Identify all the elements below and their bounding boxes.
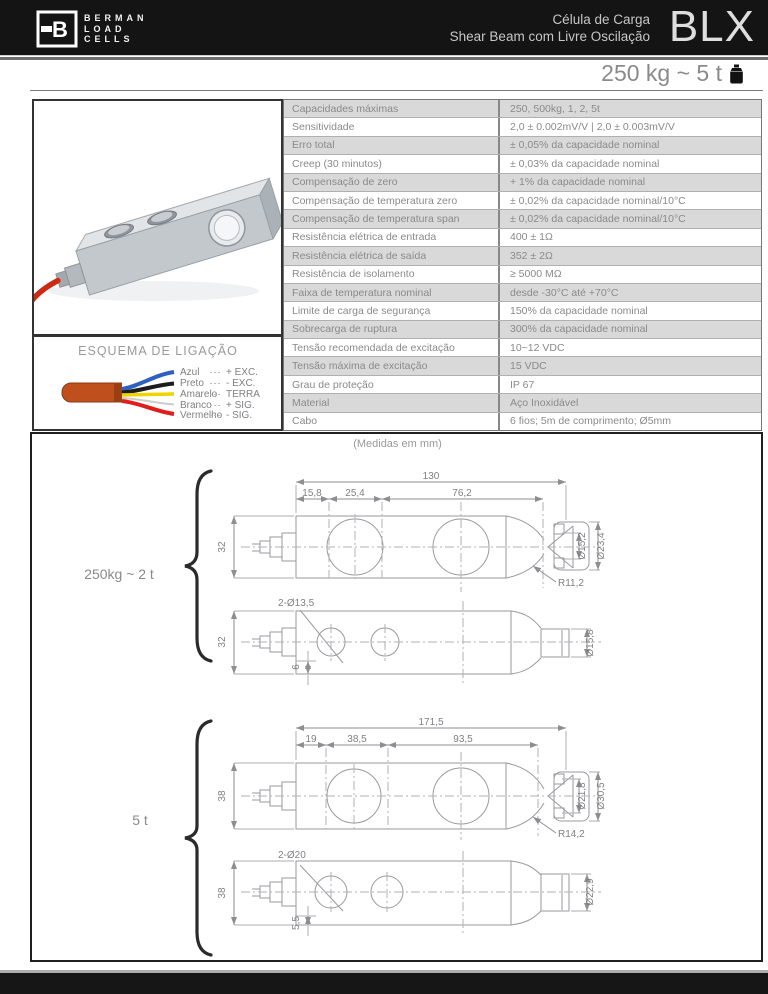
spec-value: ± 0,02% da capacidade nominal/10°C (510, 194, 686, 207)
spec-label: Compensação de temperatura zero (284, 192, 500, 209)
brand-line: BERMAN (84, 13, 148, 23)
spec-row (284, 357, 761, 375)
wiring-diagram-box (32, 335, 283, 431)
brand-name (84, 13, 148, 45)
spec-label: Resistência de isolamento (284, 266, 500, 283)
spec-row (284, 376, 761, 394)
spec-table (283, 99, 762, 431)
wire-signal: - SIG. (226, 410, 253, 421)
dim-seg3: 76,2 (452, 488, 472, 499)
spec-value: 2,0 ± 0.002mV/V | 2,0 ± 0.003mV/V (510, 121, 675, 134)
dim-dia-inner: Ø15,2 (577, 532, 588, 560)
spec-label: Resistência elétrica de saída (284, 247, 500, 264)
spec-label: Compensação de zero (284, 174, 500, 191)
spec-row (284, 394, 761, 412)
capacity-banner (601, 60, 744, 87)
spec-value: 352 ± 2Ω (510, 249, 553, 262)
dim-dia-outer: Ø30,5 (596, 782, 607, 810)
dim-seg1: 19 (305, 734, 317, 745)
spec-value: 250, 500kg, 1, 2, 5t (510, 102, 600, 115)
spec-row (284, 302, 761, 320)
drawing-5t-top-view (217, 717, 607, 840)
wiring-diagram (34, 337, 281, 429)
dim-dia-end: Ø15,8 (585, 629, 596, 657)
wire-name: Azul (180, 367, 200, 378)
cable-icon (62, 383, 122, 403)
dim-seg1: 15,8 (302, 488, 322, 499)
spec-value: + 1% da capacidade nominal (510, 176, 646, 189)
brand-line: CELLS (84, 34, 134, 44)
spec-value: 300% da capacidade nominal (510, 323, 648, 336)
dim-holes: 2-Ø13,5 (278, 598, 315, 609)
header-bar (0, 0, 768, 55)
brand-line: LOAD (84, 23, 126, 34)
spec-label: Erro total (284, 137, 500, 154)
drawing-250kg-top-view (217, 471, 607, 592)
footer-bar (0, 973, 768, 994)
spec-row (284, 210, 761, 228)
spec-row (284, 137, 761, 155)
spec-value: ± 0,02% da capacidade nominal/10°C (510, 213, 686, 226)
model-name: BLX (668, 2, 755, 51)
dim-total: 171,5 (418, 717, 444, 728)
dim-fillet: R11,2 (558, 578, 584, 589)
dim-height: 38 (217, 887, 228, 899)
dim-dia-end: Ø22,9 (585, 878, 596, 906)
dim-height: 32 (217, 636, 228, 648)
dim-dia-outer: Ø23,4 (596, 532, 607, 560)
spec-value: 150% da capacidade nominal (510, 304, 648, 317)
spec-row (284, 118, 761, 136)
spec-label: Sensitividade (284, 118, 500, 135)
spec-row (284, 174, 761, 192)
spec-value: IP 67 (510, 378, 535, 391)
product-subtitle (450, 11, 650, 45)
brace-250kg-2t (185, 471, 211, 661)
capacity-rule (30, 90, 763, 91)
wire-signal: - EXC. (226, 378, 256, 389)
wiring-title: ESQUEMA DE LIGAÇÃO (78, 344, 238, 358)
dim-seg3: 93,5 (453, 734, 473, 745)
spec-row (284, 339, 761, 357)
spec-label: Compensação de temperatura span (284, 210, 500, 227)
wire-line (122, 394, 174, 395)
spec-label: Capacidades máximas (284, 100, 500, 117)
berman-logo-icon (36, 10, 78, 48)
subtitle-line-2: Shear Beam com Livre Oscilação (449, 29, 650, 44)
group-label-5t: 5 t (132, 812, 148, 828)
spec-label: Grau de proteção (284, 376, 500, 393)
svg-text:B: B (52, 17, 68, 42)
spec-row (284, 192, 761, 210)
spec-label: Faixa de temperatura nominal (284, 284, 500, 301)
capacity-range: 250 kg ~ 5 t (601, 60, 722, 86)
dim-seg2: 38,5 (347, 734, 367, 745)
spec-label: Sobrecarga de ruptura (284, 321, 500, 338)
spec-value: ± 0,03% da capacidade nominal (510, 157, 660, 170)
wire-name: Amarelo (180, 389, 218, 400)
spec-value: 15 VDC (510, 360, 547, 373)
spec-value: desde -30°C até +70°C (510, 286, 619, 299)
spec-value: 10~12 VDC (510, 341, 565, 354)
spec-label: Tensão máxima de excitação (284, 357, 500, 374)
dim-fillet: R14,2 (558, 829, 585, 840)
weight-icon (729, 64, 744, 84)
spec-value: ≥ 5000 MΩ (510, 268, 562, 281)
dim-holes: 2-Ø20 (278, 850, 306, 861)
spec-value: 400 ± 1Ω (510, 231, 553, 244)
spec-label: Tensão recomendada de excitação (284, 339, 500, 356)
wire-signal: + SIG. (226, 400, 255, 411)
dimension-drawings (32, 434, 761, 960)
dim-dia-inner: Ø21,8 (577, 782, 588, 810)
drawing-5t-bottom-view (217, 850, 601, 936)
spec-value: ± 0,05% da capacidade nominal (510, 139, 660, 152)
dim-seg2: 25,4 (345, 488, 365, 499)
spec-label: Material (284, 394, 500, 411)
load-cell-photo (34, 101, 281, 334)
wire-name: Vermelho (180, 410, 223, 421)
spec-value: Aço Inoxidável (510, 396, 579, 409)
spec-row (284, 247, 761, 265)
spec-label: Cabo (284, 413, 500, 430)
product-photo-box (32, 99, 283, 336)
spec-row (284, 100, 761, 118)
spec-row (284, 155, 761, 173)
dim-height: 32 (217, 541, 228, 553)
dim-total: 130 (422, 471, 440, 482)
spec-value: 6 fios; 5m de comprimento; Ø5mm (510, 415, 672, 428)
brace-5t (185, 721, 211, 955)
spec-label: Resistência elétrica de entrada (284, 229, 500, 246)
spec-row (284, 229, 761, 247)
wire-name: Branco (180, 400, 212, 411)
header-rule-light (0, 55, 768, 56)
dim-height: 38 (217, 790, 228, 802)
spec-label: Limite de carga de segurança (284, 302, 500, 319)
units-note: (Medidas em mm) (353, 438, 442, 450)
spec-row (284, 266, 761, 284)
group-label-250kg-2t: 250kg ~ 2 t (84, 566, 154, 582)
spec-label: Creep (30 minutos) (284, 155, 500, 172)
dim-offset: 6 (291, 664, 302, 670)
dim-offset: 5,5 (291, 916, 302, 930)
spec-row (284, 284, 761, 302)
spec-row (284, 321, 761, 339)
wire-signal: TERRA (226, 389, 260, 400)
spec-row (284, 413, 761, 430)
drawing-250kg-bottom-view (217, 598, 601, 686)
wire-signal: + EXC. (226, 367, 258, 378)
subtitle-line-1: Célula de Carga (552, 12, 650, 27)
wire-name: Preto (180, 378, 204, 389)
